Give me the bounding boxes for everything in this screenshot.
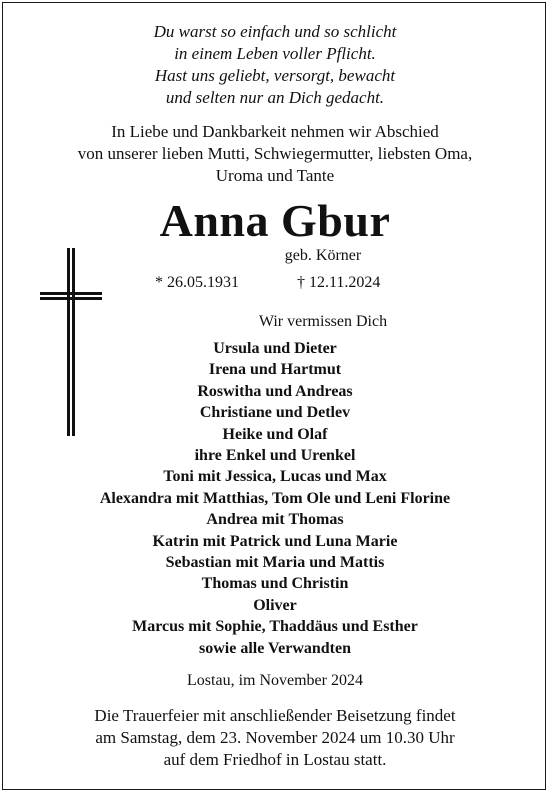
birth-date: * 26.05.1931: [155, 274, 239, 291]
death-date: † 12.11.2024: [297, 274, 381, 291]
poem-line: in einem Leben voller Pflicht.: [174, 44, 376, 63]
birth-name: geb. Körner: [284, 247, 362, 264]
mourner-entry: Marcus mit Sophie, Thaddäus und Esther: [132, 618, 418, 636]
poem-line: und selten nur an Dich gedacht.: [165, 88, 385, 107]
poem-line: Hast uns geliebt, versorgt, bewacht: [154, 66, 396, 85]
intro-line: Uroma und Tante: [215, 166, 335, 185]
mourner-entry: Alexandra mit Matthias, Tom Ole und Leni Florine: [99, 489, 451, 507]
miss-line: Wir vermissen Dich: [258, 313, 388, 330]
mourner-entry: Katrin mit Patrick und Luna Marie: [152, 532, 398, 550]
mourner-entry: sowie alle Verwandten: [199, 639, 351, 657]
mourner-entry: ihre Enkel und Urenkel: [194, 447, 356, 465]
mourner-entry: Thomas und Christin: [201, 575, 349, 593]
poem-line: Du warst so einfach und so schlicht: [153, 22, 397, 41]
mourner-entry: Heike und Olaf: [222, 425, 328, 443]
mourner-entry: Roswitha und Andreas: [197, 382, 353, 400]
mourner-entry: Irena und Hartmut: [208, 361, 342, 379]
deceased-name: Anna Gbur: [159, 195, 391, 246]
mourner-entry: Toni mit Jessica, Lucas und Max: [163, 468, 387, 486]
intro-line: von unserer lieben Mutti, Schwiegermutter, liebsten Oma,: [77, 144, 473, 163]
mourners-list: [0, 338, 550, 659]
notice-line: Die Trauerfeier mit anschließender Beisetzung findet: [94, 706, 456, 725]
place-and-date: Lostau, im November 2024: [187, 672, 363, 689]
mourner-entry: Ursula und Dieter: [213, 340, 337, 357]
mourner-entry: Sebastian mit Maria und Mattis: [165, 554, 385, 572]
mourner-entry: Andrea mit Thomas: [206, 511, 344, 529]
notice-line: auf dem Friedhof in Lostau statt.: [163, 750, 387, 769]
notice-line: am Samstag, dem 23. November 2024 um 10.30 Uhr: [95, 728, 455, 747]
mourner-entry: Oliver: [253, 596, 297, 614]
farewell-intro: [0, 121, 550, 187]
mourner-entry: Christiane und Detlev: [199, 404, 351, 422]
memorial-poem: [0, 21, 550, 109]
funeral-notice: [0, 705, 550, 771]
intro-line: In Liebe und Dankbarkeit nehmen wir Abschied: [111, 122, 439, 141]
